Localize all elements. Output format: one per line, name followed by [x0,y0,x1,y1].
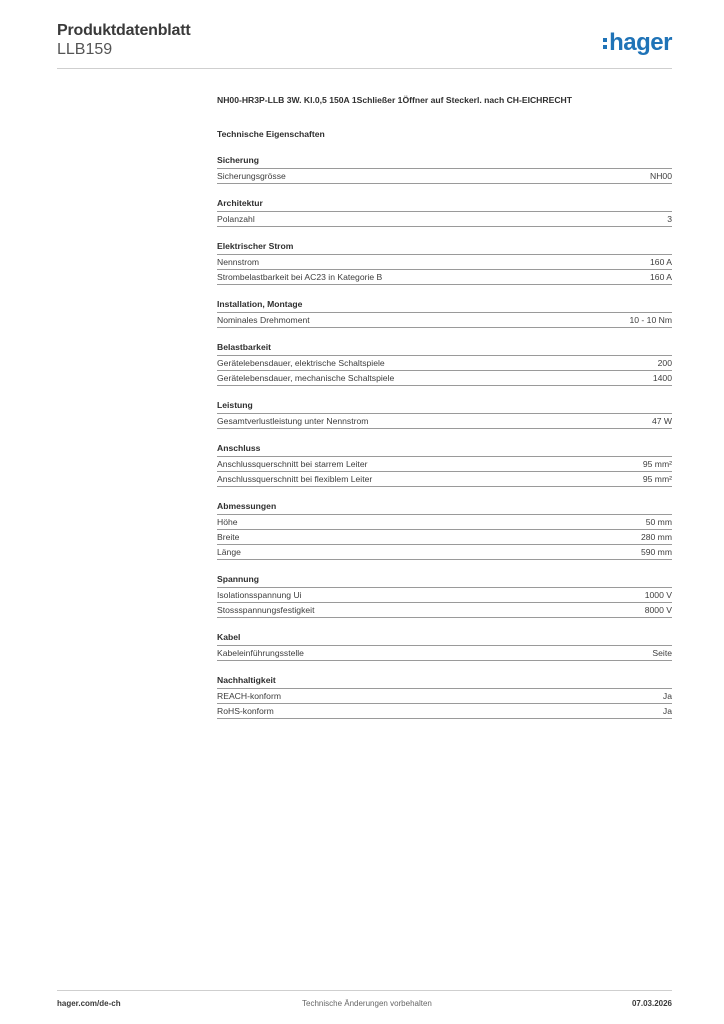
section-title: Installation, Montage [217,299,672,313]
section-title: Anschluss [217,443,672,457]
section-title: Nachhaltigkeit [217,675,672,689]
spec-value: 1000 V [644,590,672,600]
spec-value: 590 mm [640,547,672,557]
spec-value: 10 - 10 Nm [629,315,672,325]
spec-label: Polanzahl [217,214,255,224]
section-title: Architektur [217,198,672,212]
spec-label: REACH-konform [217,691,281,701]
spec-row [217,212,672,227]
spec-row [217,472,672,487]
spec-value: 95 mm² [642,459,672,469]
logo-dots-icon [603,36,607,50]
logo-text: hager [609,29,672,56]
spec-label: Höhe [217,517,238,527]
spec-row [217,270,672,285]
spec-row [217,646,672,661]
spec-value: Seite [652,648,672,658]
spec-row [217,545,672,560]
section-title: Leistung [217,400,672,414]
spec-value: NH00 [650,171,672,181]
spec-label: Gerätelebensdauer, mechanische Schaltspiele [217,373,395,383]
spec-section [217,241,672,285]
spec-section [217,342,672,386]
spec-section [217,299,672,328]
spec-label: Gerätelebensdauer, elektrische Schaltspiele [217,358,385,368]
spec-value: 1400 [652,373,672,383]
product-code: LLB159 [57,41,113,58]
spec-row [217,457,672,472]
spec-label: Anschlussquerschnitt bei flexiblem Leiter [217,474,373,484]
spec-value: 160 A [650,272,672,282]
spec-value: 95 mm² [642,474,672,484]
spec-value: 200 [657,358,672,368]
section-title: Kabel [217,632,672,646]
spec-row [217,356,672,371]
spec-label: Kabeleinführungsstelle [217,648,304,658]
spec-label: Nennstrom [217,257,260,267]
spec-row [217,704,672,719]
spec-value: Ja [662,691,672,701]
spec-label: Anschlussquerschnitt bei starrem Leiter [217,459,368,469]
spec-label: Breite [217,532,240,542]
datasheet-content [217,95,672,719]
technical-properties-heading: Technische Eigenschaften [217,129,325,139]
spec-label: Strombelastbarkeit bei AC23 in Kategorie B [217,272,383,282]
spec-row [217,169,672,184]
spec-value: 160 A [650,257,672,267]
spec-label: RoHS-konform [217,706,274,716]
spec-section [217,501,672,560]
section-title: Sicherung [217,155,672,169]
spec-value: 3 [667,214,672,224]
footer-date: 07.03.2026 [631,999,672,1008]
spec-label: Sicherungsgrösse [217,171,286,181]
spec-row [217,313,672,328]
footer-notice: Technische Änderungen vorbehalten [302,999,432,1008]
page-footer [57,990,672,1008]
spec-row [217,515,672,530]
spec-row [217,530,672,545]
product-description: NH00-HR3P-LLB 3W. Kl.0,5 150A 1Schließer 1Öffner auf Steckerl. nach CH-EICHRECHT [217,95,572,105]
spec-label: Stossspannungsfestigkeit [217,605,315,615]
spec-value: 47 W [651,416,672,426]
spec-label: Länge [217,547,241,557]
footer-website-link[interactable]: hager.com/de-ch [57,999,121,1008]
section-title: Elektrischer Strom [217,241,672,255]
section-title: Spannung [217,574,672,588]
hager-logo [603,28,672,58]
spec-value: Ja [662,706,672,716]
document-title: Produktdatenblatt [57,22,191,39]
spec-row [217,603,672,618]
spec-section [217,574,672,618]
spec-label: Nominales Drehmoment [217,315,310,325]
spec-section [217,675,672,719]
spec-row [217,255,672,270]
spec-value: 50 mm [645,517,672,527]
spec-value: 8000 V [644,605,672,615]
spec-section [217,155,672,184]
spec-section [217,443,672,487]
spec-row [217,371,672,386]
section-title: Belastbarkeit [217,342,672,356]
spec-section [217,400,672,429]
spec-sections [217,155,672,719]
spec-value: 280 mm [640,532,672,542]
section-title: Abmessungen [217,501,672,515]
spec-label: Isolationsspannung Ui [217,590,302,600]
page-header [57,22,672,70]
spec-row [217,588,672,603]
header-divider [57,68,672,69]
spec-section [217,198,672,227]
spec-row [217,689,672,704]
spec-label: Gesamtverlustleistung unter Nennstrom [217,416,369,426]
spec-row [217,414,672,429]
spec-section [217,632,672,661]
